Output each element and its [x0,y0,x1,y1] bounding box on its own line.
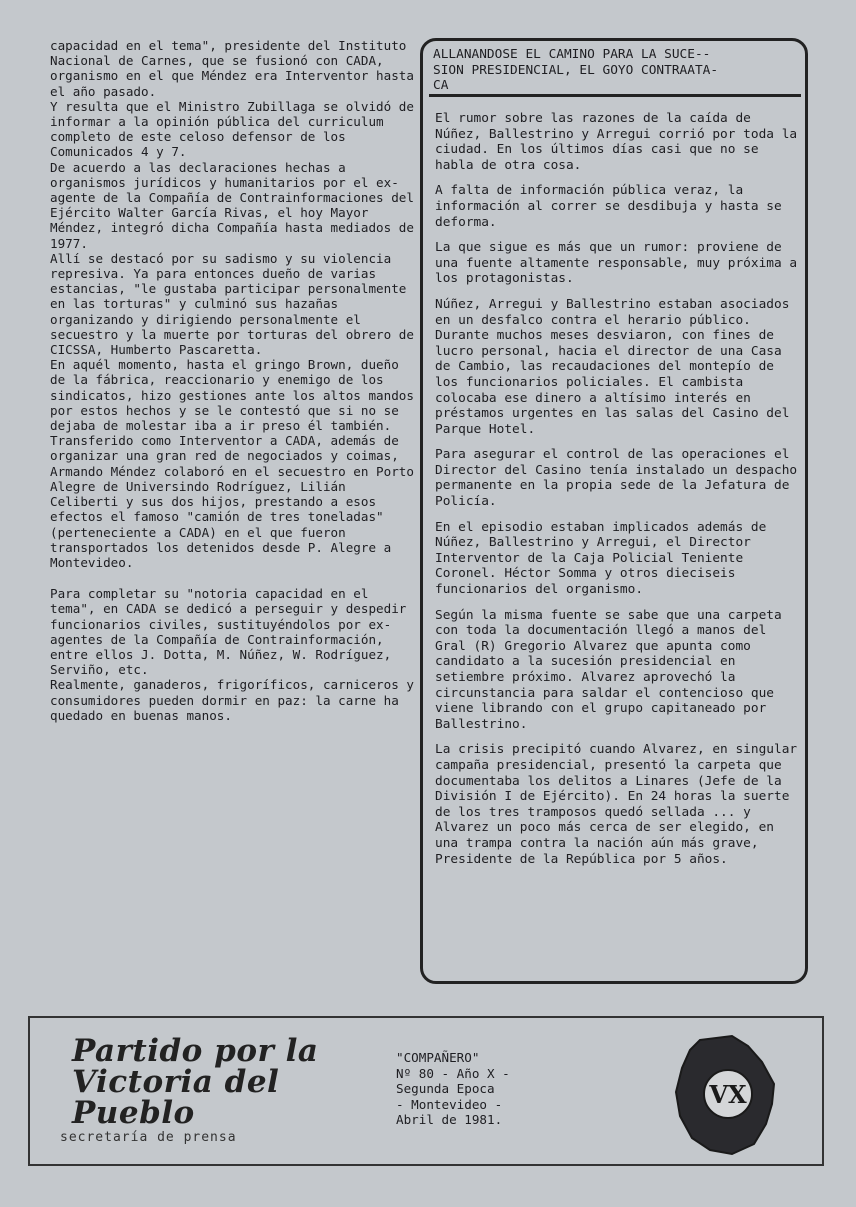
right-paragraph-3: La que sigue es más que un rumor: proviene de una fuente altamente responsable, muy próxima a los protagonistas. [435,240,798,287]
pub-line-3: Segunda Epoca [396,1081,495,1096]
right-paragraph-4: Núñez, Arregui y Ballestrino estaban asociados en un desfalco contra el herario público. Durante muchos meses desviaron, con fines de lucro personal, hacia el director de una Casa de Cambio, las recaudaciones del montepío de los funcionarios policiales. El cambista colocaba ese dinero a altísimo interés en préstamos urgentes en las salas del Casino del Parque Hotel. [435,296,790,437]
left-paragraph-2: Y resulta que el Ministro Zubillaga se olvidó de informar a la opinión pública del curriculum completo de este celoso defensor de los Comunicados 4 y 7. [50,98,414,160]
pub-line-1: "COMPAÑERO" [396,1050,480,1065]
headline-line-3: CA [433,78,449,93]
left-paragraph-4: Allí se destacó por su sadismo y su violencia represiva. Ya para entonces dueño de varias estancias, "le gustaba participar personalmente en las torturas" y culminó sus hazañas organizando y dirigiendo personalmente el secuestro y la muerte por torturas del obrero de CICSSA, Humberto Pascaretta. [50,250,414,358]
article-headline [429,45,801,97]
pub-line-4: - Montevideo - [396,1096,503,1112]
left-paragraph-1: capacidad en el tema", presidente del Instituto Nacional de Carnes, que se fusionó con CADA, organismo en el que Méndez era Interventor hasta el año pasado. [50,38,414,99]
right-paragraph-1: El rumor sobre las razones de la caída de Núñez, Ballestrino y Arregui corrió por toda la ciudad. En los últimos días casi que no se habla de otra cosa. [435,111,798,173]
right-paragraph-8: La crisis precipitó cuando Alvarez, en singular campaña presidencial, presentó la carpeta que documentaba los delitos a Linares (Jefe de la División I de Ejército). En 24 horas la suerte de los tres tramposos quedó sellada ... y Alvarez un poco más cerca de ser elegido, en una trampa contra la nación aún más grave, Presidente de la República por 5 años. [435,742,798,867]
party-name-line-2: Victoria del [72,1064,280,1100]
right-paragraph-2: A falta de información pública veraz, la información al correr se desdibuja y hasta se deforma. [435,183,782,230]
left-paragraph-6: Transferido como Interventor a CADA, además de organizar una gran red de negociados y coimas, Armando Méndez colaboró en el secuestro en Porto Alegre de Universindo Rodríguez, Lilián Celiberti y sus dos hijos, prestando a esos efectos el famoso "camión de tres toneladas" (perteneciente a CADA) en el que fueron transportados los detenidos desde P. Alegre a Montevideo. [50,433,414,570]
party-name [72,1033,372,1131]
left-paragraph-5: En aquél momento, hasta el gringo Brown, dueño de la fábrica, reaccionario y enemigo de los sindicatos, hizo gestiones ante los altos mandos por estos hechos y se le contestó que si no se dejaba de molestar iba a ir preso él también. [50,357,414,434]
left-column [50,38,415,723]
pvp-emblem-icon [670,1032,780,1157]
right-paragraph-7: Según la misma fuente se sabe que una carpeta con toda la documentación llegó a manos del Gral (R) Gregorio Alvarez que apunta como candidato a la sucesión presidencial en setiembre próximo. Alvarez aprovechó la circunstancia para saldar el contencioso que viene librando con el grupo capitaneado por Ballestrino. [435,607,782,732]
right-paragraph-6: En el episodio estaban implicados además de Núñez, Ballestrino y Arregui, el Director Interventor de la Caja Policial Teniente Coronel. Héctor Somma y otros dieciseis funcionarios del organismo. [435,519,767,598]
headline-line-1: ALLANANDOSE EL CAMINO PARA LA SUCE-- [433,47,711,62]
pub-line-5: Abril de 1981. [396,1112,503,1127]
pub-line-2: Nº 80 - Año X - [396,1065,510,1081]
right-article-box [420,38,808,984]
publication-info [396,1050,576,1128]
right-paragraph-5: Para asegurar el control de las operaciones el Director del Casino tenía instalado un despacho permanente en la propia sede de la Jefatura de Policía. [435,447,798,510]
secretaria-label: secretaría de prensa [60,1130,237,1145]
left-paragraph-3: De acuerdo a las declaraciones hechas a organismos jurídicos y humanitarios por el ex-agente de la Compañía de Contrainformaciones del Ejército Walter García Rivas, el hoy Mayor Méndez, integró dicha Compañía hasta mediados de 1977. [50,159,414,251]
headline-line-2: SION PRESIDENCIAL, EL GOYO CONTRAATA- [433,62,719,78]
footer-masthead [28,1016,824,1166]
article-body [435,111,801,877]
left-paragraph-8: Realmente, ganaderos, frigoríficos, carniceros y consumidores pueden dormir en paz: la carne ha quedado en buenas manos. [50,677,414,723]
left-paragraph-7: Para completar su "notoria capacidad en el tema", en CADA se dedicó a perseguir y despedir funcionarios civiles, sustituyéndolos por ex-agentes de la Compañía de Contrainformación, entre ellos J. Dotta, M. Núñez, W. Rodríguez, Serviño, etc. [50,586,407,678]
party-name-line-3: Pueblo [72,1095,195,1131]
logo-mark: VX [709,1080,747,1109]
party-name-line-1: Partido por la [72,1033,319,1069]
